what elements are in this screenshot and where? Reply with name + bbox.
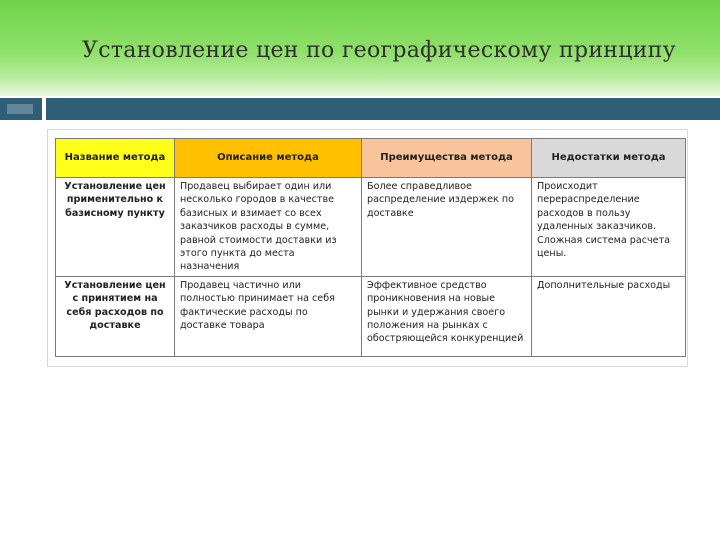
header-method-name: Название метода [56,139,175,178]
table-row [56,276,686,356]
accent-bar-mark [7,104,33,114]
row-2-description: Продавец частично или полностью принимает на себя фактические расходы по доставке товара [175,276,362,356]
row-2-disadvantages: Дополнительные расходы [532,276,686,356]
header-method-advantages: Преимущества метода [362,139,532,178]
accent-bar-right [46,98,720,120]
table-header-row [56,139,686,178]
row-1-disadvantages: Происходит перераспределение расходов в пользу удаленных заказчиков. Сложная система расчета цены. [532,178,686,277]
pricing-methods-table [55,138,686,357]
row-1-method: Установление цен применительно к базисному пункту [56,178,175,277]
row-2-advantages: Эффективное средство проникновения на новые рынки и удержания своего положения на рынках с обостряющейся конкуренцией [362,276,532,356]
slide-title: Установление цен по географическому принципу [82,38,676,63]
header-method-disadvantages: Недостатки метода [532,139,686,178]
header-method-description: Описание метода [175,139,362,178]
row-1-description: Продавец выбирает один или несколько городов в качестве базисных и взимает со всех заказчиков расходы в сумме, равной стоимости доставки из этого пункта до места назначения [175,178,362,277]
row-1-advantages: Более справедливое распределение издержек по доставке [362,178,532,277]
table-row [56,178,686,277]
row-2-method: Установление цен с принятием на себя расходов по доставке [56,276,175,356]
